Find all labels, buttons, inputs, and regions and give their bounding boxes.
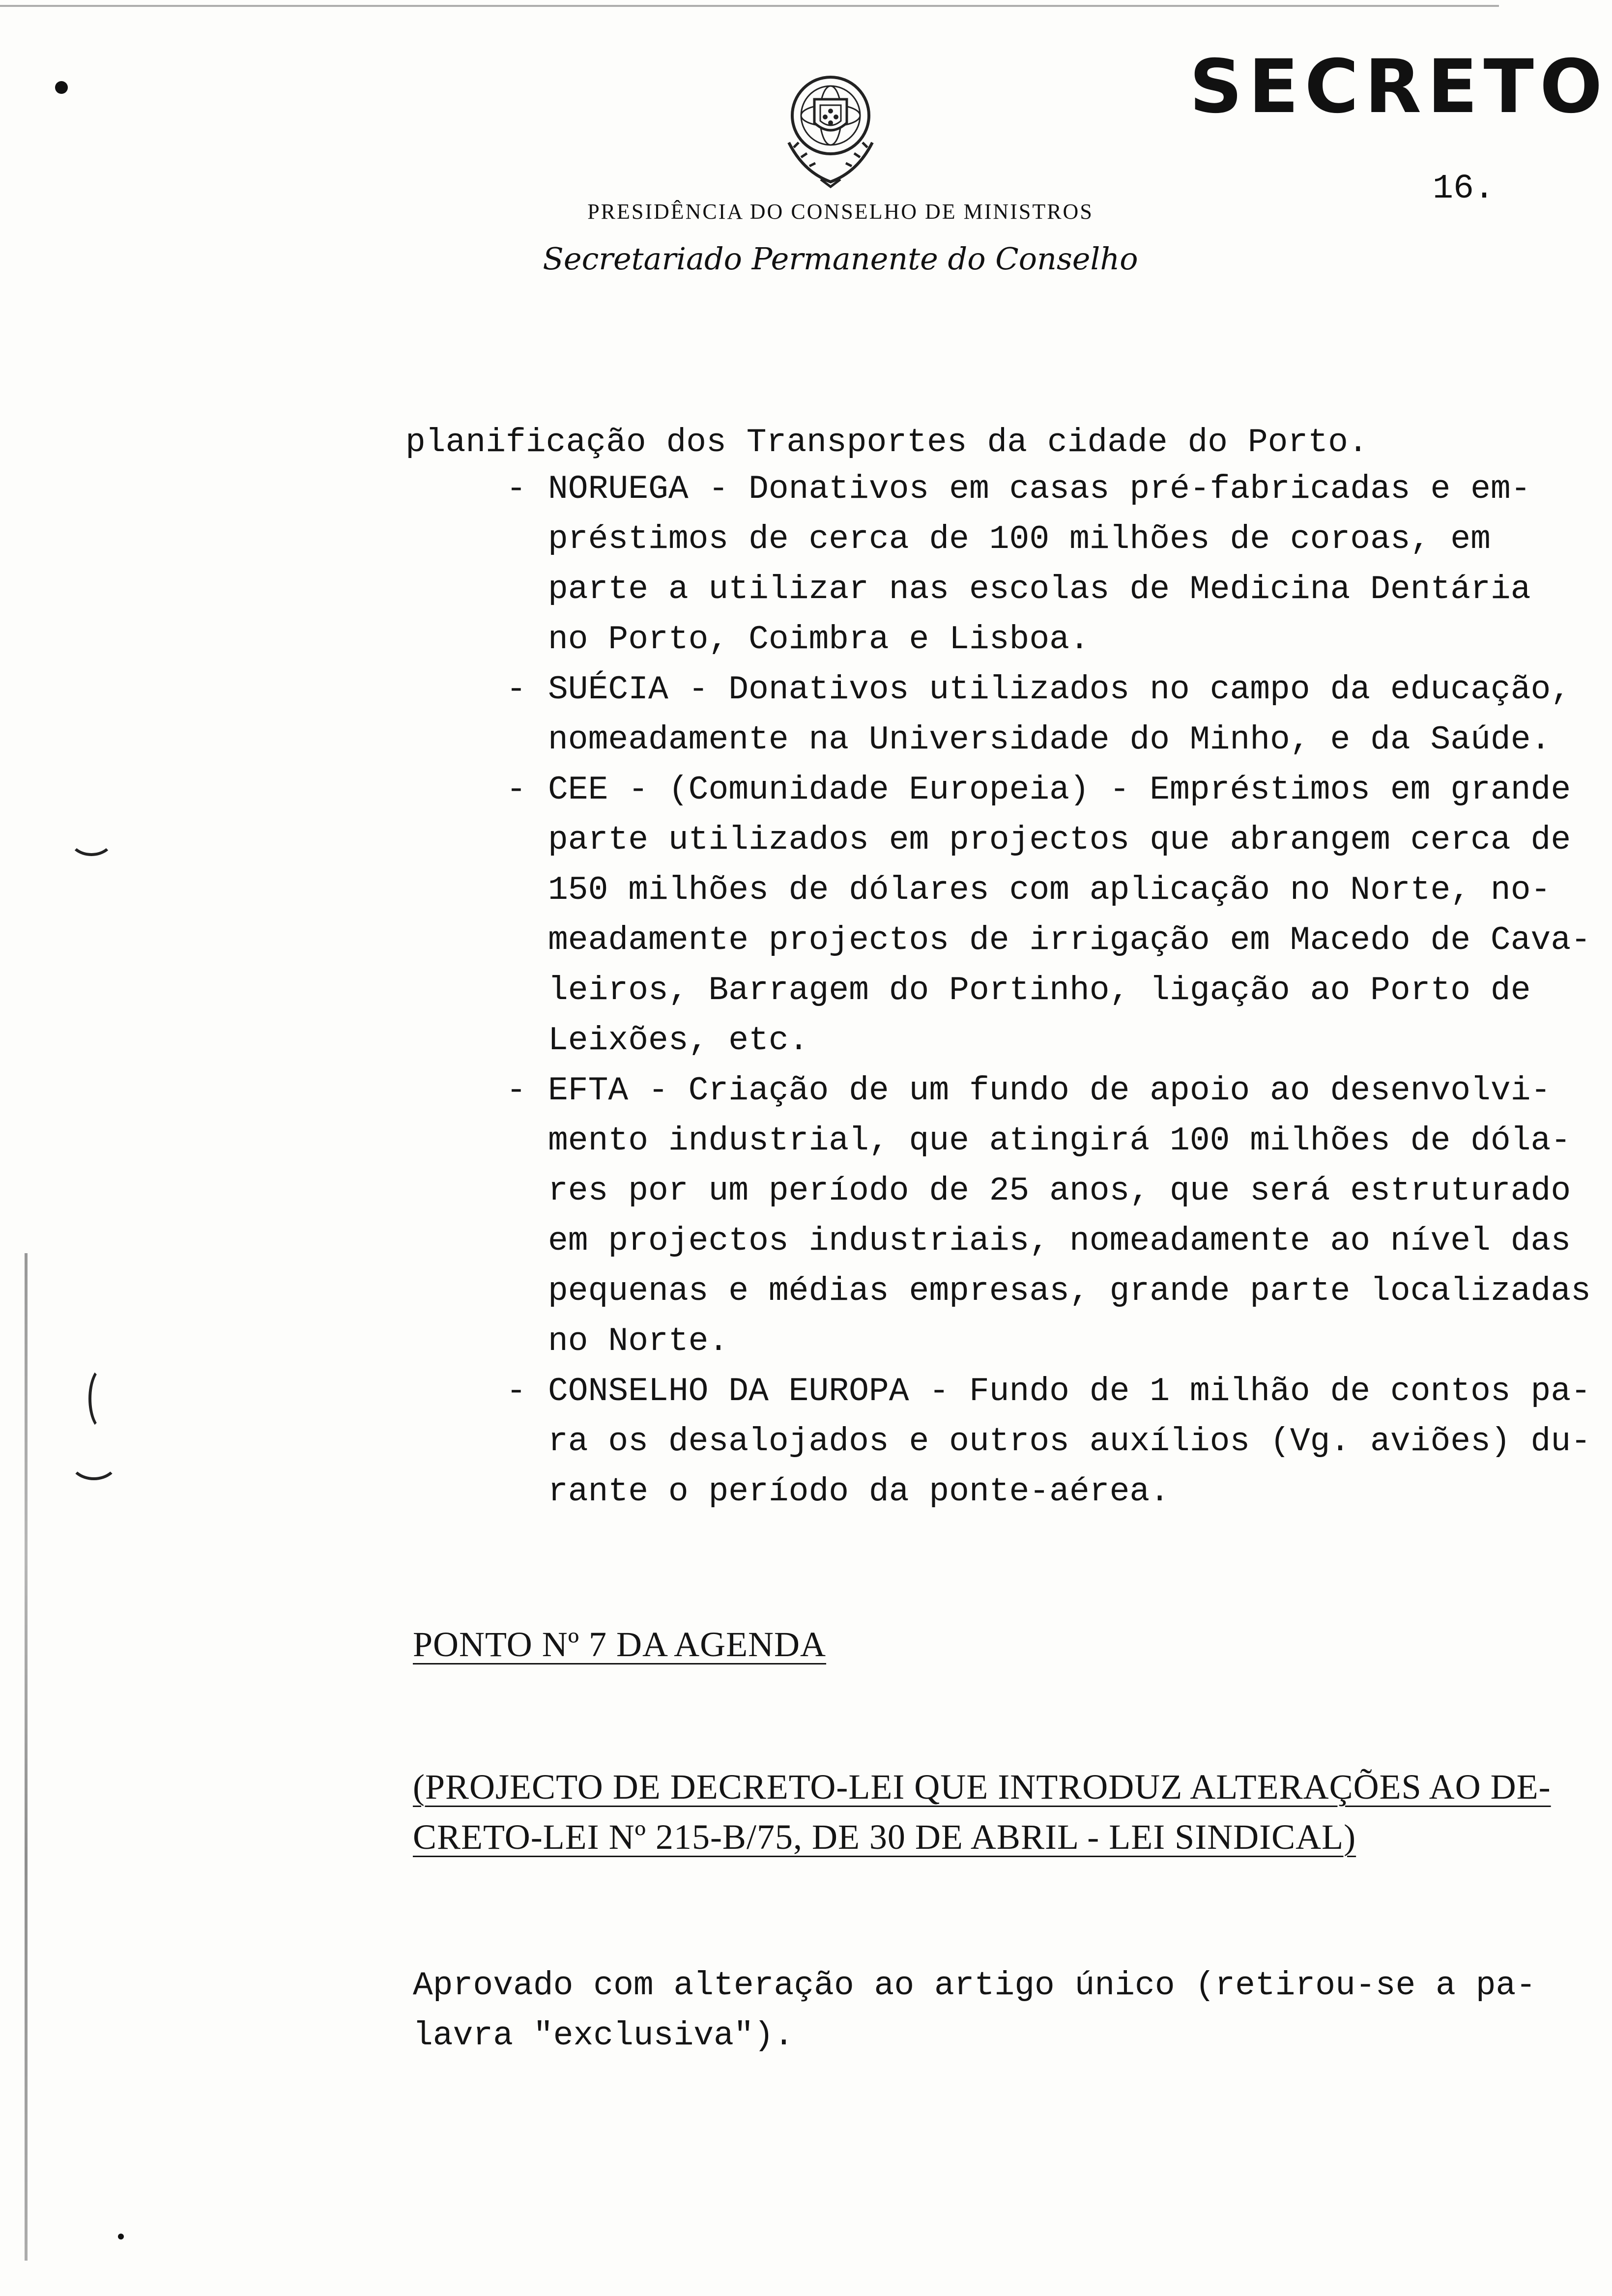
margin-dot [118,2234,124,2239]
list-line: - EFTA - Criação de um fundo de apoio ao desenvolvi- [548,1072,1551,1110]
project-title-line: CRETO-LEI Nº 215-B/75, DE 30 DE ABRIL - LEI SINDICAL) [413,1817,1356,1857]
list-item [506,665,1612,765]
list-line: pequenas e médias empresas, grande parte localizadas [548,1272,1591,1310]
classification-stamp: SECRETO [1189,44,1609,130]
list-line: no Norte. [548,1322,729,1360]
list-line: meadamente projectos de irrigação em Macedo de Cava- [548,921,1591,959]
margin-mark [69,821,114,856]
list-line: - CONSELHO DA EUROPA - Fundo de 1 milhão de contos pa- [548,1373,1591,1410]
project-title [413,1762,1551,1862]
margin-mark [88,1366,119,1431]
list-line: mento industrial, que atingirá 100 milhões de dóla- [548,1122,1571,1160]
office-subtitle: Secretariado Permanente do Conselho [543,241,1138,277]
resolution-line: lavra "exclusiva"). [413,2017,794,2055]
scan-edge-top [0,5,1499,7]
list-line: - NORUEGA - Donativos em casas pré-fabricadas e em- [548,470,1531,508]
list-line: - CEE - (Comunidade Europeia) - Empréstimos em grande [548,771,1571,809]
margin-mark [69,1440,119,1480]
coat-of-arms-icon [774,69,887,192]
list-line: res por um período de 25 anos, que será estruturado [548,1172,1571,1210]
resolution-line: Aprovado com alteração ao artigo único (retirou-se a pa- [413,1967,1536,2005]
list-line: rante o período da ponte-aérea. [548,1473,1170,1511]
office-name: PRESIDÊNCIA DO CONSELHO DE MINISTROS [587,200,1094,224]
list-line: nomeadamente na Universidade do Minho, e da Saúde. [548,721,1551,759]
list-item [506,765,1612,1066]
list-line: no Porto, Coimbra e Lisboa. [548,621,1090,659]
page-number: 16. [1433,170,1495,208]
list-line: leiros, Barragem do Portinho, ligação ao Porto de [548,972,1531,1009]
aid-list [506,464,1612,1517]
list-item [506,1066,1612,1367]
list-line: préstimos de cerca de 100 milhões de coroas, em [548,520,1491,558]
list-line: em projectos industriais, nomeadamente ao nível das [548,1222,1571,1260]
list-item [506,464,1612,665]
agenda-heading: PONTO Nº 7 DA AGENDA [413,1625,827,1664]
list-line: parte a utilizar nas escolas de Medicina Dentária [548,571,1531,608]
resolution-paragraph [413,1961,1536,2061]
list-line: ra os desalojados e outros auxílios (Vg. aviões) du- [548,1423,1591,1461]
list-line: Leixões, etc. [548,1022,809,1060]
list-line: - SUÉCIA - Donativos utilizados no campo da educação, [548,671,1571,709]
list-line: parte utilizados em projectos que abrangem cerca de [548,821,1571,859]
project-title-line: (PROJECTO DE DECRETO-LEI QUE INTRODUZ ALTERAÇÕES AO DE- [413,1767,1551,1807]
scan-edge-left [25,1253,28,2261]
continuation-paragraph: planificação dos Transportes da cidade do Porto. [405,424,1368,461]
list-item [506,1367,1612,1517]
list-line: 150 milhões de dólares com aplicação no Norte, no- [548,871,1551,909]
margin-dot [55,81,68,94]
